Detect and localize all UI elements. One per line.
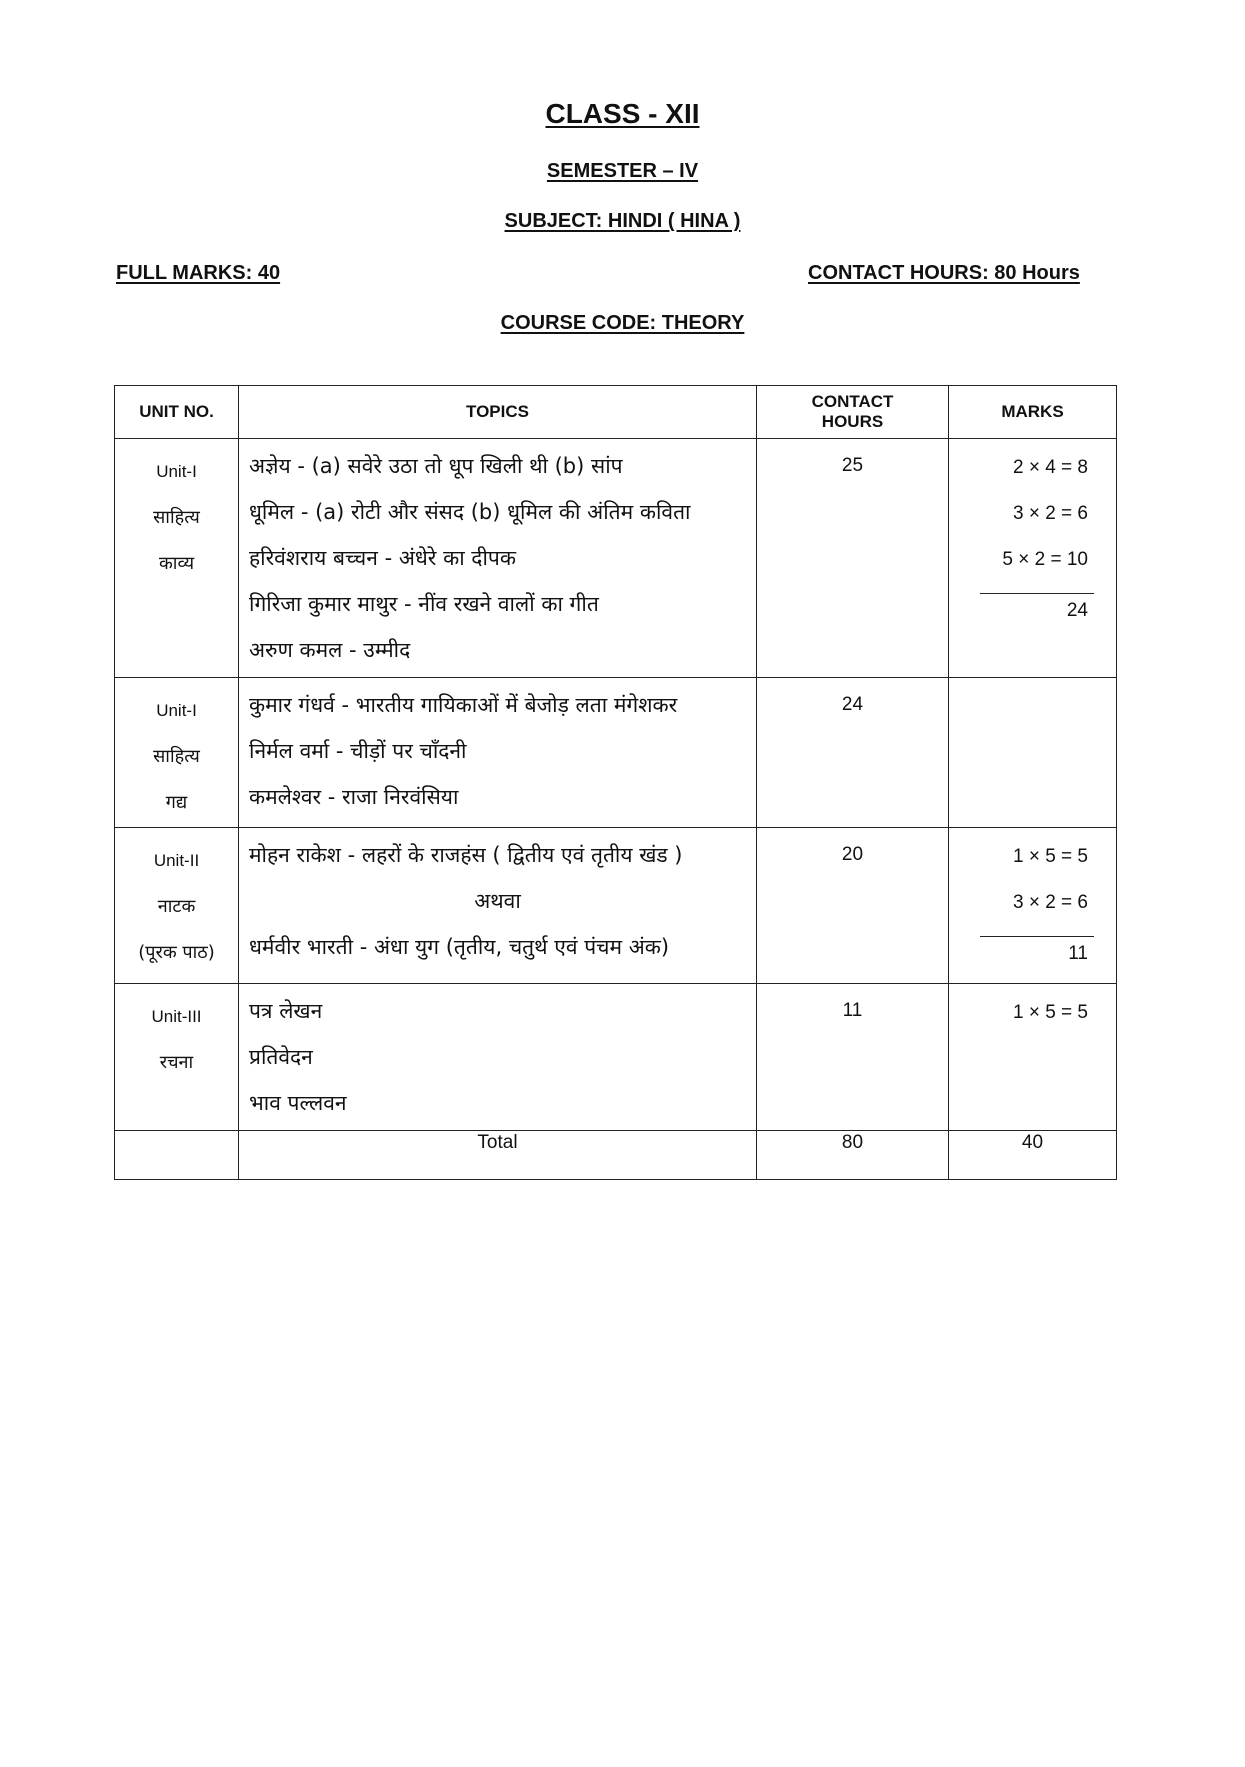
topic-line: अथवा (474, 889, 521, 913)
unit-number: Unit-III (151, 1007, 202, 1026)
topic-line: धूमिल - (a) रोटी और संसद (b) धूमिल की अंतिम कविता (249, 500, 691, 524)
total-label: Total (239, 1131, 757, 1180)
unit-cell (115, 439, 239, 678)
unit-name: रचना (159, 1052, 194, 1073)
semester-title: SEMESTER – IV (546, 160, 699, 182)
marks-line: 1 × 5 = 5 (1012, 846, 1088, 867)
topic-line: प्रतिवेदन (249, 1045, 313, 1069)
hours-cell: 25 (757, 439, 949, 678)
marks-line: 3 × 2 = 6 (1012, 503, 1088, 524)
topic-line: मोहन राकेश - लहरों के राजहंस ( द्वितीय एवं तृतीय खंड ) (249, 843, 683, 867)
topic-line: अज्ञेय - (a) सवेरे उठा तो धूप खिली थी (b) सांप (249, 454, 623, 478)
topic-line: भाव पल्लवन (249, 1091, 347, 1115)
total-hours: 80 (757, 1131, 949, 1180)
marks-line: 3 × 2 = 6 (1012, 892, 1088, 913)
syllabus-table (114, 385, 1117, 1180)
topic-line: हरिवंशराय बच्चन - अंधेरे का दीपक (249, 546, 516, 570)
table-row (115, 439, 1117, 678)
topics-header: TOPICS (239, 386, 757, 439)
total-marks: 40 (949, 1131, 1117, 1180)
unit-cell (115, 828, 239, 984)
topics-cell (239, 439, 757, 678)
unit-cell (115, 984, 239, 1131)
unit-name: गद्य (165, 792, 188, 813)
unit-no-header: UNIT NO. (115, 386, 239, 439)
topic-line: कमलेश्वर - राजा निरवंसिया (249, 785, 459, 809)
hours-cell: 24 (757, 678, 949, 828)
hours-cell: 11 (757, 984, 949, 1131)
unit-number: Unit-I (156, 701, 197, 720)
marks-header: MARKS (949, 386, 1117, 439)
course-code: COURSE CODE: THEORY (500, 312, 745, 334)
table-row (115, 984, 1117, 1131)
topic-line: निर्मल वर्मा - चीड़ों पर चाँदनी (249, 739, 467, 763)
marks-cell (949, 439, 1117, 678)
contact-hours-header (757, 386, 949, 439)
marks-cell (949, 678, 1117, 828)
topic-line: धर्मवीर भारती - अंधा युग (तृतीय, चतुर्थ एवं पंचम अंक) (249, 935, 670, 959)
topic-line: पत्र लेखन (249, 999, 323, 1023)
total-empty-cell (115, 1131, 239, 1180)
table-row (115, 828, 1117, 984)
unit-name: (पूरक पाठ) (138, 942, 215, 963)
unit-name: साहित्य (153, 507, 200, 528)
marks-subtotal: 11 (980, 936, 1094, 983)
unit-number: Unit-II (153, 851, 200, 870)
total-row (115, 1131, 1117, 1180)
topics-cell (239, 828, 757, 984)
hours-cell: 20 (757, 828, 949, 984)
topic-line: गिरिजा कुमार माथुर - नींव रखने वालों का गीत (249, 592, 599, 616)
unit-name: काव्य (158, 553, 195, 574)
marks-cell (949, 828, 1117, 984)
marks-cell (949, 984, 1117, 1131)
topics-cell (239, 984, 757, 1131)
marks-line: 1 × 5 = 5 (1012, 1002, 1088, 1023)
table-header-row (115, 386, 1117, 439)
topic-line: कुमार गंधर्व - भारतीय गायिकाओं में बेजोड़ लता मंगेशकर (249, 693, 678, 717)
topics-cell (239, 678, 757, 828)
subject-title: SUBJECT: HINDI ( HINA ) (504, 210, 741, 232)
unit-cell (115, 678, 239, 828)
contact-hours: CONTACT HOURS: 80 Hours (808, 262, 1080, 284)
marks-line: 2 × 4 = 8 (1012, 457, 1088, 478)
unit-name: नाटक (157, 896, 196, 917)
unit-name: साहित्य (153, 746, 200, 767)
topic-line: अरुण कमल - उम्मीद (249, 638, 411, 662)
contact-hours-header-line1: CONTACT (811, 392, 894, 411)
marks-line: 5 × 2 = 10 (1002, 549, 1088, 570)
marks-subtotal: 24 (980, 593, 1094, 640)
unit-number: Unit-I (156, 462, 197, 481)
class-title: CLASS - XII (545, 98, 700, 129)
full-marks: FULL MARKS: 40 (116, 262, 281, 284)
table-row (115, 678, 1117, 828)
contact-hours-header-line2: HOURS (821, 412, 884, 431)
